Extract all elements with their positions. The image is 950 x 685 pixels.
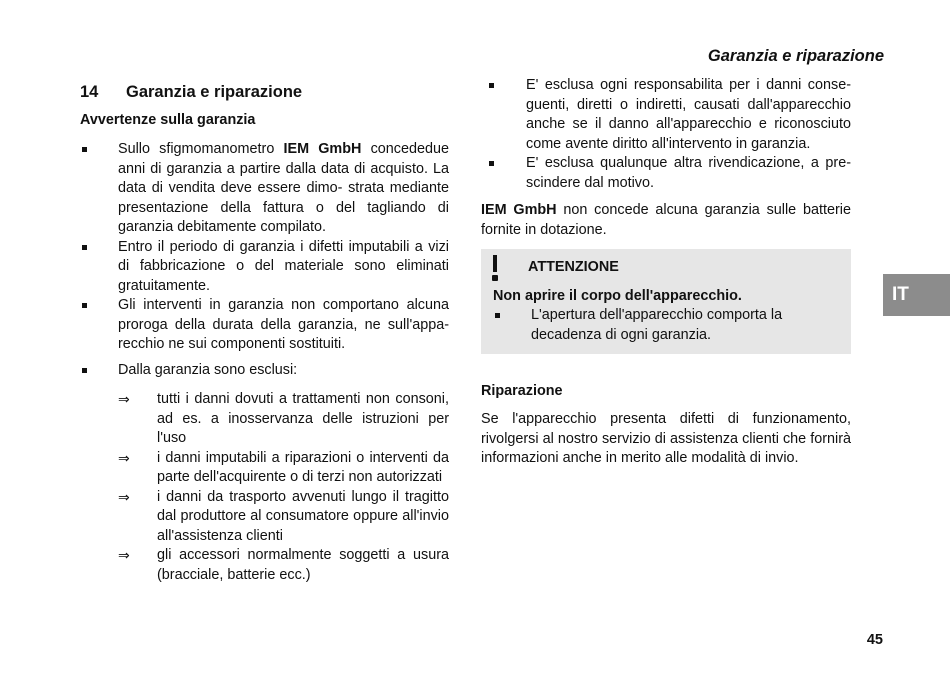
exclusion-text: i danni imputabili a riparazioni o interventi da parte dell'acquirente o di terzi non autorizzati bbox=[157, 449, 449, 485]
exclusion-text: gli accessori normalmente soggetti a usura (bracciale, batterie ecc.) bbox=[157, 547, 449, 583]
list-item bbox=[80, 449, 449, 488]
language-tab: IT bbox=[883, 274, 950, 316]
exclusion-text: tutti i danni dovuti a trattamenti non consoni, ad es. a inosservanza delle istruzioni per l'uso bbox=[157, 391, 449, 446]
arrow-icon: ⇒ bbox=[118, 547, 130, 563]
arrow-icon: ⇒ bbox=[118, 449, 130, 466]
brand-name: IEM GmbH bbox=[481, 202, 557, 218]
page-number: 45 bbox=[866, 632, 883, 648]
battery-note bbox=[481, 201, 851, 240]
warning-list bbox=[493, 306, 833, 345]
list-item bbox=[80, 140, 449, 238]
exclusion-text: i danni da trasporto avvenuti lungo il tragitto dal produttore al consumatore oppure all'invio all'assistenza clienti bbox=[157, 488, 449, 544]
list-item: Entro il periodo di garanzia i difetti imputabili a vizi di fabbricazione o del materiale sono eliminati gratuitamente. bbox=[80, 238, 449, 297]
list-item bbox=[80, 390, 449, 449]
warning-box bbox=[481, 249, 851, 354]
warning-title: ATTENZIONE bbox=[528, 259, 619, 275]
list-item: E' esclusa ogni responsabilita per i danni conse- guenti, diretti o indiretti, causati dall'apparecchio anche se il danno all'apparecchio e riconosciuto come avente diritto all'intervento in garanzia. bbox=[487, 76, 851, 154]
section-title: Garanzia e riparazione bbox=[126, 83, 303, 101]
list-item: Dalla garanzia sono esclusi: bbox=[80, 361, 449, 381]
section-number: 14 bbox=[80, 83, 99, 101]
section-heading bbox=[80, 81, 449, 103]
exclusions-bullet bbox=[80, 361, 449, 381]
running-header-title: Garanzia e riparazione bbox=[707, 47, 884, 65]
liability-bullet-list bbox=[487, 76, 851, 193]
list-item: E' esclusa qualunque altra rivendicazione, a pre- scindere dal motivo. bbox=[487, 154, 851, 193]
warning-lead: Non aprire il corpo dell'apparecchio. bbox=[493, 288, 742, 304]
arrow-icon: ⇒ bbox=[118, 391, 130, 407]
brand-name: IEM GmbH bbox=[283, 141, 362, 157]
exclusions-list bbox=[80, 390, 449, 585]
list-item bbox=[80, 488, 449, 547]
bullet-text: Sullo sfigmomanometro bbox=[118, 141, 284, 157]
repair-heading: Riparazione bbox=[481, 383, 563, 399]
list-item: Gli interventi in garanzia non comportano alcuna proroga della durata della garanzia, ne sull'appa- recchio ne sui componenti sostituiti. bbox=[80, 296, 449, 355]
bullet-text: concededue anni di garanzia a partire dalla data di acquisto. La data di vendita deve essere dimo- strata mediante presentazione della fattura o del tagliando di garanzia debitamente compilato. bbox=[118, 141, 449, 235]
list-item: L'apertura dell'apparecchio comporta la decadenza di ogni garanzia. bbox=[493, 306, 833, 345]
warranty-subheading: Avvertenze sulla garanzia bbox=[80, 112, 256, 128]
warranty-bullet-list bbox=[80, 140, 449, 355]
battery-note-text: non concede alcuna garanzia sulle batterie fornite in dotazione. bbox=[481, 202, 851, 238]
list-item bbox=[80, 546, 449, 585]
arrow-icon: ⇒ bbox=[118, 488, 130, 505]
repair-text: Se l'apparecchio presenta difetti di funzionamento, rivolgersi al nostro servizio di assistenza clienti che fornirà informazioni anche in merito alle modalità di invio. bbox=[481, 411, 851, 466]
exclamation-icon bbox=[492, 255, 499, 281]
